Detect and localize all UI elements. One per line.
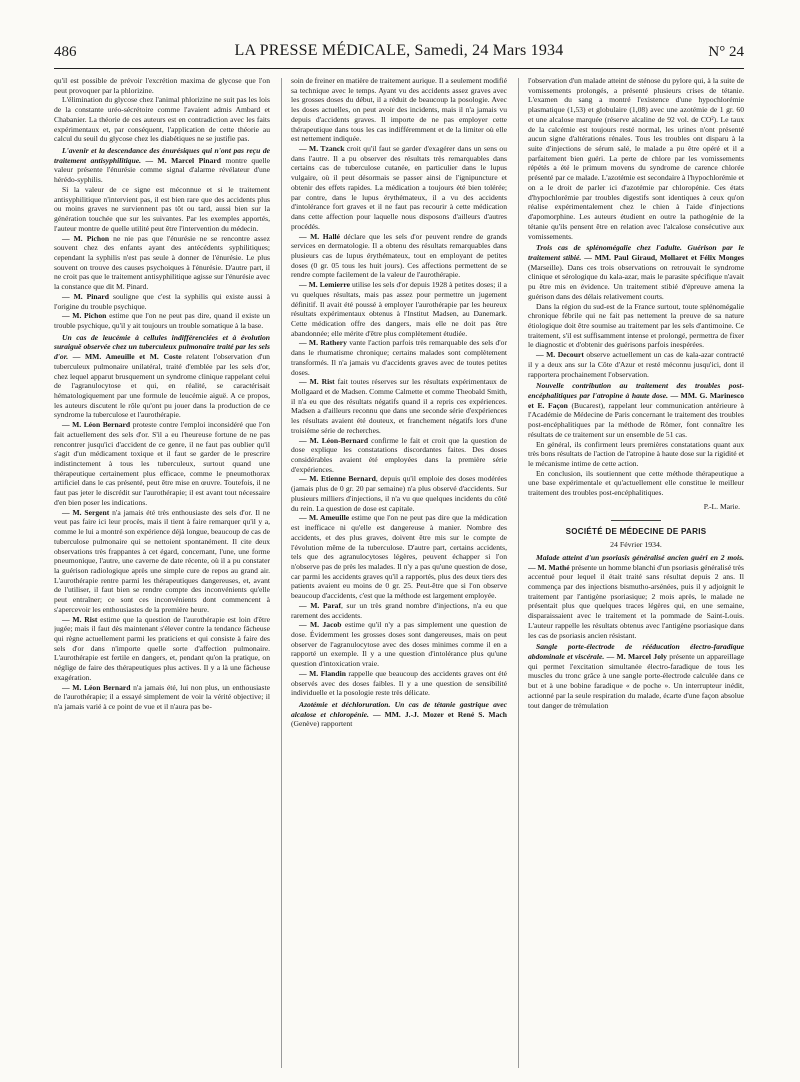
paragraph-text: montre quelle valeur présente l'énurésie comme signal d'alarme révélateur d'une hérédo-syphilis. xyxy=(54,155,270,185)
header-rule xyxy=(54,68,744,69)
paragraph-text: qu'il est possible de prévoir l'excrétion maxima de glycose que l'on peut provoquer par la phlorizine. xyxy=(54,76,270,95)
paragraph xyxy=(54,76,270,95)
speaker-name: — MM. J.-J. Mozer et René S. Mach xyxy=(372,709,507,719)
communication-title: Trois cas de splénomégalie chez l'adulte. Guérison par le traitement stibié. xyxy=(528,243,744,262)
author-signature: P.-L. Marie. xyxy=(703,501,740,511)
paragraph xyxy=(291,232,507,281)
speaker-name: — M. Jacob xyxy=(299,620,342,630)
paragraph-text: utilise les sels d'or depuis 1928 à petites doses; il a vu quelques résultats, mais pas assez pour permettre un jugement définitif. Il avait été poussé à employer l'aurothérapie par les heureux résultats expérimentaux obtenus à l'Institut Madsen, au Danemark. Cette médication offre des dangers, mais elle ne doit pas être abandonnée; elle mérite d'être plus complètement étudiée. xyxy=(291,280,507,338)
issue-number: N° 24 xyxy=(708,44,744,60)
paragraph xyxy=(291,144,507,231)
speaker-name: — M. Rathery xyxy=(299,338,347,348)
section-heading: SOCIÉTÉ DE MÉDECINE DE PARIS xyxy=(565,526,707,536)
paragraph xyxy=(291,280,507,338)
paragraph xyxy=(54,234,270,292)
speaker-name: — MM. Paul Giraud, Mollaret et Félix Monges xyxy=(584,252,744,262)
speaker-name: — MM. G. Marinesco et E. Façon xyxy=(528,391,744,410)
column-divider xyxy=(281,78,282,1068)
paragraph-text: croit qu'il faut se garder d'exagérer dans un sens ou dans l'autre. Il a pu observer des résultats très remarquables dans certains cas de tuberculose cutanée, en particulier dans le lupus vulgaire, où il peut désormais se passer ainsi de l'ignipuncture et obtenir des effets rapides. La médication a toujours été bien tolérée; par contre, dans le lupus érythémateux, il a vu des accidents d'intolérance fort graves et il ne faut pas recourir à cette médication dans cette affection pour laquelle nous disposons d'ailleurs d'autres procédés. xyxy=(291,144,507,231)
section-separator xyxy=(611,520,661,521)
paragraph-text: l'observation d'un malade atteint de sténose du pylore qui, à la suite de vomissements prolongés, a présenté plusieurs crises de tétanie. L'examen du sang a montré l'existence d'une hypochlorémie plasmatique (1,53) et globulaire (1,08) avec une azotémie de 1 gr. 60 et une alcalose marquée (réserve alcaline de 92 vol. de CO²). Le taux de la calcémie est toujours resté normal, les urines n'ont présenté aucun signe d'altérations rénales. Tous les troubles ont disparu à la suite d'injections de sérum salé, le malade a pu être opéré et il a parfaitement bien guéri. La perte de chlore par les vomissements répétés a été le primum movens du syndrome de carence chlorée présenté par ce malade. L'azotémie est secondaire à l'hypochlorémie et on a le droit de parler ici d'azotémie par chloropénie. Ces états d'hypochlorémie par troubles digestifs sont identiques à ceux qu'on réalise expérimentalement chez le chien à l'aide d'injections d'apomorphine. Les auteurs étudient en outre la pathogénie de la tétanie qu'ils pensent être en relation avec l'alcalose consécutive aux vomissements. xyxy=(528,76,744,241)
paragraph-text: proteste contre l'emploi inconsidéré que l'on fait actuellement des sels d'or. S'il a eu l'heureuse fortune de ne pas rencontrer jusqu'ici d'accident de ce genre, il ne faut pas oublier qu'il s'agit d'un médicament toxique et il faut se garder de le prescrire indistinctement à tous les tuberculeux, surtout quand une thérapeutique certainement plus efficace, comme le pneumothorax artificiel dans le cas présenté, peut être mise en œuvre. Toutefois, il ne faut pas jeter le discrédit sur l'aurothérapie; il est avant tout nécessaire d'en bien poser les indications. xyxy=(54,420,270,507)
communication-title: Sangle porte-électrode de rééducation électro-faradique abdominale et viscérale. xyxy=(528,642,744,662)
paragraph-text: n'a jamais été très enthousiaste des sels d'or. Il ne veut pas faire ici leur procès, mais il tient à faire remarquer qu'il y a, comme le lui a montré son expérience déjà longue, beaucoup de cas de tuberculose pulmonaire qui se nettoient spontanément. Il cite deux observations très frappantes à cet égard, concernant, l'une, une forme pneumonique, l'autre, une caverne de date récente, où il a pu constater la guérison radiologique après une simple cure de repos au grand air. L'aurothérapie rentre parmi les thérapeutiques dangereuses, et, avant de l'utiliser, il faut bien se rendre compte des inconvénients qu'elle peut entraîner; ce sont ces inconvénients dont commencent à s'apercevoir les enthousiastes de la première heure. xyxy=(54,507,270,614)
speaker-name: — M. Rist xyxy=(62,614,98,624)
page-header xyxy=(54,42,744,70)
paragraph xyxy=(54,508,270,615)
speaker-name: — M. Pichon xyxy=(62,233,110,243)
speaker-name: — M. Sergent xyxy=(62,507,110,517)
column-divider xyxy=(518,78,519,1068)
paragraph xyxy=(291,513,507,600)
speaker-name: — M. Pinard xyxy=(62,291,110,301)
paragraph-text: observe actuellement un cas de kala-azar contracté il y a deux ans sur la Côte d'Azur et resté méconnu jusqu'ici, dont il rapportera prochainement l'observation. xyxy=(528,350,744,379)
speaker-name: — M. Pichon xyxy=(62,311,107,321)
paragraph xyxy=(291,76,507,144)
speaker-name: — M. Marcel Pinard xyxy=(145,155,221,165)
paragraph xyxy=(54,146,270,185)
speaker-name: — M. Mathé xyxy=(528,562,570,572)
paragraph-text: estime que l'on ne peut pas dire, quand il existe un trouble psychique, qu'il y ait toujours un trouble somatique à la base. xyxy=(54,311,270,330)
paragraph-text: n'a jamais été, lui non plus, un enthousiaste de l'aurothérapie; il a essayé simplement de voir la vérité objective; il n'a jamais varié à ce point de vue et il n'aura pas be- xyxy=(54,682,270,711)
text-column-3 xyxy=(528,76,744,1068)
speaker-name: — M. Ameuille xyxy=(299,513,350,523)
speaker-name: — M. Paraf xyxy=(299,600,342,610)
communication-title: Nouvelle contribution au traitement des troubles post-encéphalitiques par l'atropine à haute dose. xyxy=(528,381,744,400)
paragraph xyxy=(54,185,270,234)
paragraph xyxy=(291,700,507,729)
paragraph-text: rappelle que beaucoup des accidents graves ont été observés avec des doses faibles. Il y a une question de sensibilité individuelle et la posologie reste très délicate. xyxy=(291,668,507,698)
paragraph-text: , depuis qu'il emploie des doses modérées (jamais plus de 0 gr. 20 par semaine) n'a plus observé d'accidents. Sur plusieurs milliers d'injections, il n'a vu que quelques incidents du côté du rein. La question de dose est capitale. xyxy=(291,474,507,513)
speaker-name: — M. Flandin xyxy=(299,668,346,678)
paragraph-text: vante l'action parfois très remarquable des sels d'or dans le rhumatisme chronique; certains malades sont complètement transformés. Il n'a jamais vu d'accidents graves avec de toutes petites doses. xyxy=(291,338,507,377)
paragraph-text: soin de freiner en matière de traitement aurique. Il a seulement modifié sa technique avec le temps. Ayant vu des accidents assez graves avec les grosses doses du début, il a réduit de beaucoup la posologie. Avec les doses actuelles, on peut avoir des incidents, mais il n'a jamais vu depuis d'accidents graves. Il importe de ne pas employer cette thérapeutique dans tous les cas indifféremment et de la limiter où elle est nettement indiquée. xyxy=(291,76,507,144)
paragraph-text: (Marseille). Dans ces trois observations on retrouvait le syndrome clinique et sérologique du kala-azar, mais le parasite spécifique n'avait pu être mis en évidence. Un traitement stibié d'épreuve amena la guérison dans des délais relativement courts. xyxy=(528,262,744,301)
speaker-name: — M. Rist xyxy=(299,377,335,387)
page-number: 486 xyxy=(54,44,77,60)
speaker-name: — MM. Ameuille et M. Coste xyxy=(72,352,182,362)
paragraph xyxy=(291,377,507,435)
speaker-name: — M. Lemierre xyxy=(299,280,350,290)
paragraph xyxy=(54,292,270,311)
paragraph xyxy=(54,420,270,507)
paragraph xyxy=(54,311,270,330)
paragraph xyxy=(291,620,507,669)
paragraph xyxy=(291,669,507,698)
paragraph xyxy=(291,601,507,620)
paragraph-text: estime que la question de l'aurothérapie est loin d'être jugée; mais il faut dès maintenant s'élever contre la tendance fâcheuse qui règne actuellement parmi les praticiens et qui consiste à faire des sels d'or dans n'importe quelle sorte d'affection pulmonaire. L'aurothérapie est fertile en dangers, et, pendant qu'on la pratique, on néglige de faire des thérapeutiques plus actives. Il y a là une fâcheuse exagération. xyxy=(54,614,270,682)
paragraph-text: Si la valeur de ce signe est méconnue et si le traitement antisyphilitique n'intervient pas, il est bien rare que des accidents plus ou moins graves ne surviennent pas tôt ou tard, aussi bien sur la génération touchée que sur les suivantes. Par les exemples apportés, l'auteur montre de quelle utilité peut être l'intervention du médecin. xyxy=(54,184,270,233)
text-column-2 xyxy=(291,76,507,1068)
speaker-name: — M. Hallé xyxy=(299,231,341,241)
paragraph xyxy=(528,302,744,351)
paragraph-text: relatent l'observation d'un tuberculeux pulmonaire unilatéral, traité d'emblée par les sels d'or, chez lequel apparut brusquement un syndrome clinique rappelant celui de l'agranulocytose et qui, en réalité, se caractérisait hématologiquement par une formule de leucémie aiguë. A ce propos, les auteurs discutent le rôle qu'ont pu jouer dans la production de ce syndrome la tuberculose et l'aurothérapie. xyxy=(54,352,270,420)
paragraph xyxy=(291,338,507,377)
paragraph-text: fait toutes réserves sur les résultats expérimentaux de Mollgaard et de Madsen. Comme Calmette et comme Theobald Smith, il n'a eu que des résultats négatifs quand il a repris ces expériences. Madsen a d'ailleurs reconnu que dans une seconde série d'expériences les résultats avaient été douteux, et franchement négatifs lors d'une troisième série de recherches. xyxy=(291,377,507,435)
paragraph xyxy=(528,243,744,301)
paragraph xyxy=(54,333,270,420)
speaker-name: — M. Léon Bernard xyxy=(62,682,131,692)
paragraph-text: En conclusion, ils soutiennent que cette méthode thérapeutique a une base expérimentale et qu'actuellement elle constitue le meilleur traitement des troubles post-encéphalitiques. xyxy=(528,468,744,498)
communication-title: Un cas de leucémie à cellules indifférenciées et à évolution suraiguë observée chez un tuberculeux pulmonaire traité par les sels d'or. xyxy=(54,332,270,362)
speaker-name: — M. Decourt xyxy=(536,350,584,360)
paragraph-text: estime que l'on ne peut pas dire que la médication est inefficace ni qu'elle est dangereuse à manier. Nombre des accidents, et des plus graves, doivent être mis sur le compte de l'évolution même de la tuberculose. D'autre part, certains accidents, tels que des agranulocytoses légères, peuvent échapper si l'on n'observe pas de près les malades. Il n'y a pas qu'une question de dose, car parmi les accidents graves qu'il a rapportés, plus des deux tiers des patients avaient eu moins de 0 gr. 25. Peut-être que si l'on observe beaucoup d'accidents, c'est que la méthode est largement employée. xyxy=(291,513,507,601)
paragraph xyxy=(528,642,744,710)
communication-title: Azotémie et déchloruration. Un cas de tétanie gastrique avec alcalose et chloropénie. xyxy=(291,700,507,719)
speaker-name: — M. Etienne Bernard xyxy=(299,474,376,484)
paragraph-text: confirme le fait et croit que la question de dose explique les constatations discordantes faites. Des doses considérables avaient été employées dans la première série d'expériences. xyxy=(291,435,507,474)
session-date: 24 Février 1934. xyxy=(610,539,662,549)
paragraph-text: ne nie pas que l'énurésie ne se rencontre assez souvent chez des enfants ayant des antécédents syphilitiques; cependant la syphilis n'est pas seule à donner de l'énurésie. Le plus souvent on trouve des causes psychoiques à l'énurésie. D'autre part, il ne croit pas que le traitement antisyphilitique agisse sur l'énurésie avec la constance que dit M. Pinard. xyxy=(54,233,270,292)
paragraph xyxy=(528,440,744,469)
paragraph-text: déclare que les sels d'or peuvent rendre de grands services en dermatologie. Il a obtenu des résultats remarquables dans plusieurs cas de lupus érythémateux, tout en employant de petites doses (0 gr. 05 tous les huit jours). Ces affections permettent de se rendre compte facilement de la valeur de l'aurothérapie. xyxy=(291,231,507,280)
paragraph-text: (Genève) rapportent xyxy=(291,719,353,729)
communication-title: Malade atteint d'un psoriasis généralisé ancien guéri en 2 mois. xyxy=(536,552,744,562)
paragraph-text: (Bucarest), rappelant leur communication antérieure à l'Académie de Médecine de Paris concernant le traitement des troubles post-encéphalitiques par la méthode de Römer, font connaître les résultats de ce traitement sur un ensemble de 51 cas. xyxy=(528,400,744,439)
paragraph-text: estime qu'il n'y a pas simplement une question de dose. Évidemment les grosses doses sont dangereuses, mais on peut observer de l'agranulocytose avec des doses minimes comme il en a rapporté un exemple. Il y a une question d'intolérance plus qu'une question d'intoxication vraie. xyxy=(291,620,507,669)
paragraph xyxy=(54,95,270,144)
paragraph xyxy=(528,469,744,498)
journal-title: LA PRESSE MÉDICALE, Samedi, 24 Mars 1934 xyxy=(234,42,564,59)
paragraph-text: En général, ils confirment leurs premières constatations quant aux très bons résultats de l'action de l'atropine à haute dose sur la rigidité et le mécanisme intime de cette action. xyxy=(528,439,744,469)
paragraph xyxy=(528,553,744,640)
paragraph-text: Dans la région du sud-est de la France surtout, toute splénomégalie chronique fébrile qui ne fait pas nettement la preuve de sa nature étiologique doit être soumise au traitement par les sels d'antimoine. Ce traitement, s'il est suffisamment intense et prolongé, permettra de fixer le diagnostic et d'obtenir des guérisons parfois inespérées. xyxy=(528,301,744,350)
paragraph-text: présente un homme blanchi d'un psoriasis généralisé très accentué pour lequel il était traité sans résultat depuis 2 ans. Il commença par des injections bismutho-arsénées, puis il y adjoignit le traitement par l'antigène psoriasique; 2 mois après, le malade ne présentait plus que quelques traces légères qui, en une semaine, disparaissaient avec le traitement et la pommade de Saint-Louis. L'auteur rappelle les résultats obtenus avec l'antigène psoriasique dans les cas de psoriasis ancien résistant. xyxy=(528,562,744,640)
communication-title: L'avenir et la descendance des énurésiques qui n'ont pas reçu de traitement antisyphilitique. xyxy=(54,146,270,165)
paragraph-text: L'élimination du glycose chez l'animal phlorizine ne suit pas les lois de la constante uréo-sécrétoire comme l'avaient admis Ambard et Chabanier. La théorie de ces auteurs est en contradiction avec les faits expérimentaux et, par conséquent, l'application de cette théorie au calcul du seuil du glycose chez les diabétiques ne se justifie pas. xyxy=(54,95,270,144)
paragraph-text: souligne que c'est la syphilis qui existe aussi à l'origine du trouble psychique. xyxy=(54,291,270,311)
paragraph xyxy=(291,474,507,513)
speaker-name: — M. Léon Bernard xyxy=(62,420,131,430)
paragraph xyxy=(528,350,744,379)
speaker-name: — M. Léon-Bernard xyxy=(299,435,369,445)
text-column-1 xyxy=(54,76,270,1068)
paragraph-text: présente un appareillage qui permet l'excitation simultanée électro-faradique de tous les muscles du tronc grâce à une sangle porte-électrode calculée dans ce but et à une bobine faradique « de poche ». Un interrupteur inédit, actionné par la seule respiration du malade, écarte d'une façon absolue tout danger de trémulation xyxy=(528,652,744,710)
paragraph xyxy=(54,683,270,712)
paragraph-text: , sur un très grand nombre d'injections, n'a eu que rarement des accidents. xyxy=(291,600,507,620)
paragraph xyxy=(54,615,270,683)
paragraph xyxy=(528,381,744,439)
speaker-name: — M. Tzanck xyxy=(299,144,345,154)
paragraph xyxy=(528,76,744,241)
paragraph xyxy=(291,436,507,475)
speaker-name: — M. Marcel Joly xyxy=(606,652,667,662)
